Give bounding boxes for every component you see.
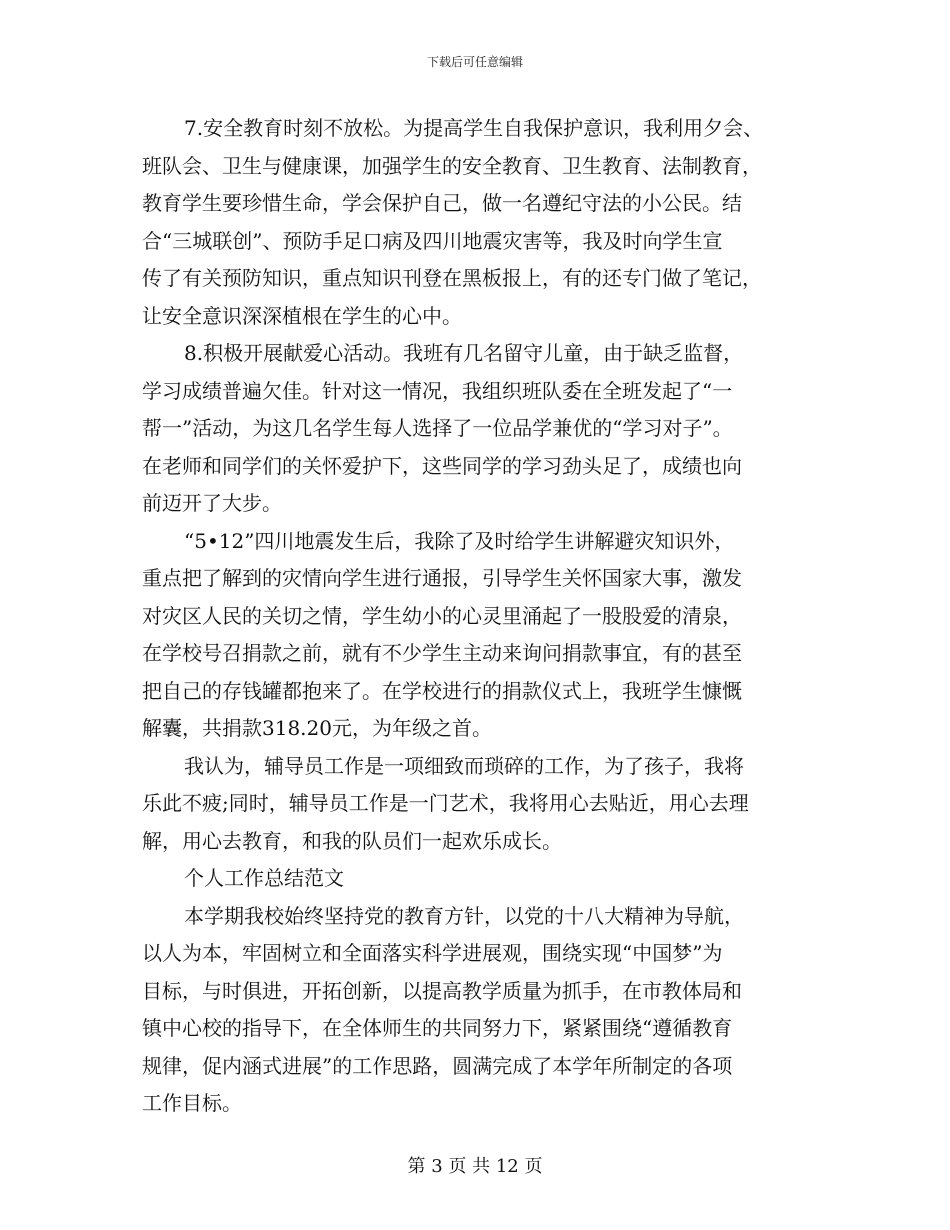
text-line: 帮一”活动，为这几名学生每人选择了一位品学兼优的“学习对子”。 <box>142 416 733 440</box>
text-line: 以人为本，牢固树立和全面落实科学进展观，围绕实现“中国梦”为 <box>142 941 723 965</box>
text-line: 教育学生要珍惜生命，学会保护自己，做一名遵纪守法的小公民。结 <box>142 191 742 215</box>
text-line: 规律，促内涵式进展”的工作思路，圆满完成了本学年所制定的各项 <box>142 1053 733 1078</box>
text-line: 前迈开了大步。 <box>142 491 282 515</box>
text-line: 我认为，辅导员工作是一项细致而琐碎的工作，为了孩子，我将 <box>184 753 744 778</box>
text-line: 镇中心校的指导下，在全体师生的共同努力下，紧紧围绕“遵循教育 <box>142 1016 733 1040</box>
text-line: 在学校号召捐款之前，就有不少学生主动来询问捐款事宜，有的甚至 <box>142 641 742 665</box>
text-line: 传了有关预防知识，重点知识刊登在黑板报上，有的还专门做了笔记， <box>142 266 762 290</box>
page-header: 下载后可任意编辑 <box>426 55 523 69</box>
page-footer: 第 3 页 共 12 页 <box>407 1156 543 1177</box>
text-line: 在老师和同学们的关怀爱护下，这些同学的学习劲头足了，成绩也向 <box>142 453 742 478</box>
text-line: 乐此不疲;同时，辅导员工作是一门艺术，我将用心去贴近，用心去理 <box>142 791 749 815</box>
text-line: 目标，与时俱进，开拓创新，以提高教学质量为抓手，在市教体局和 <box>142 978 742 1003</box>
text-line: 7.安全教育时刻不放松。为提高学生自我保护意识，我利用夕会、 <box>184 116 764 140</box>
text-line: “5•12”四川地震发生后，我除了及时给学生讲解避灾知识外， <box>184 528 735 553</box>
text-line: 8.积极开展献爱心活动。我班有几名留守儿童，由于缺乏监督， <box>184 341 744 365</box>
text-line: 对灾区人民的关切之情，学生幼小的心灵里涌起了一股股爱的清泉， <box>142 603 742 628</box>
text-line: 班队会、卫生与健康课，加强学生的安全教育、卫生教育、法制教育， <box>142 153 762 178</box>
text-line: 把自己的存钱罐都抱来了。在学校进行的捐款仪式上，我班学生慷慨 <box>142 678 742 703</box>
text-line: 学习成绩普遍欠佳。针对这一情况，我组织班队委在全班发起了“一 <box>142 378 733 403</box>
text-line: 合“三城联创”、预防手足口病及四川地震灾害等，我及时向学生宣 <box>142 228 723 253</box>
document-body <box>142 110 814 1123</box>
text-line: 解囊，共捐款318.20元，为年级之首。 <box>142 716 492 740</box>
text-line: 工作目标。 <box>142 1091 242 1115</box>
text-line: 解，用心去教育，和我的队员们一起欢乐成长。 <box>142 828 562 853</box>
text-line: 让安全意识深深植根在学生的心中。 <box>142 303 462 328</box>
text-line: 重点把了解到的灾情向学生进行通报，引导学生关怀国家大事，激发 <box>142 566 742 590</box>
text-line: 本学期我校始终坚持党的教育方针，以党的十八大精神为导航， <box>184 903 744 928</box>
text-line: 个人工作总结范文 <box>184 866 344 890</box>
